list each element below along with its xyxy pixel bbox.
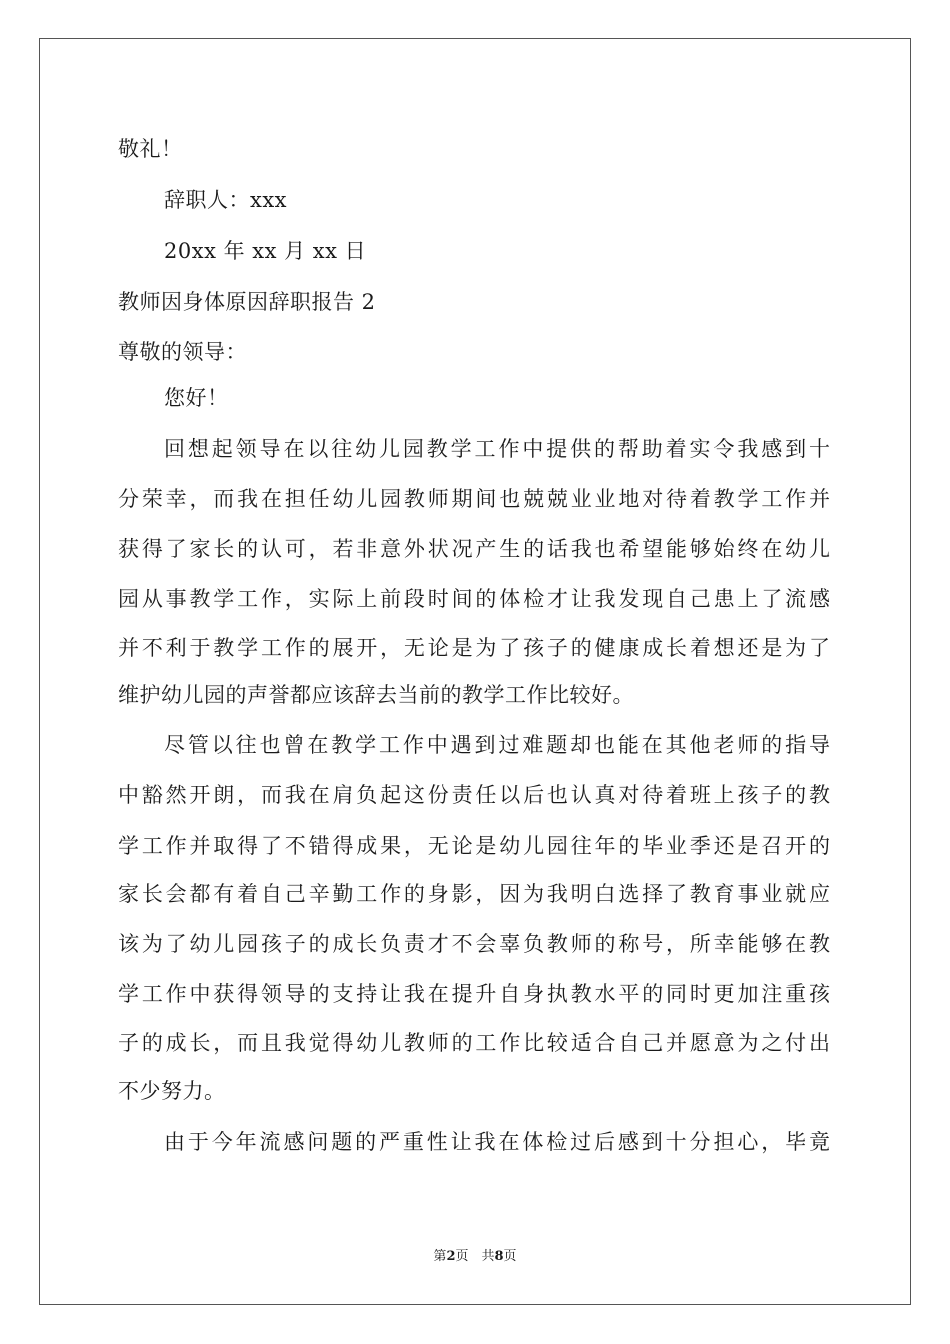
paragraph-line: 并不利于教学工作的展开，无论是为了孩子的健康成长着想还是为了 bbox=[118, 636, 830, 660]
paragraph-line: 回想起领导在以往幼儿园教学工作中提供的帮助着实令我感到十 bbox=[164, 437, 830, 461]
salutation: 尊敬的领导： bbox=[118, 340, 247, 364]
page-frame bbox=[39, 38, 911, 1305]
section-title: 教师因身体原因辞职报告 2 bbox=[118, 290, 376, 314]
paragraph-line: 该为了幼儿园孩子的成长负责才不会辜负教师的称号，所幸能够在教 bbox=[118, 932, 830, 956]
footer-mid: 页 共 bbox=[455, 1249, 495, 1264]
paragraph-line: 维护幼儿园的声誉都应该辞去当前的教学工作比较好。 bbox=[118, 683, 634, 707]
paragraph-line: 由于今年流感问题的严重性让我在体检过后感到十分担心，毕竟 bbox=[164, 1130, 830, 1154]
paragraph-line: 学工作中获得领导的支持让我在提升自身执教水平的同时更加注重孩 bbox=[118, 982, 830, 1006]
paragraph-line: 学工作并取得了不错得成果，无论是幼儿园往年的毕业季还是召开的 bbox=[118, 834, 830, 858]
paragraph-line: 不少努力。 bbox=[118, 1079, 226, 1103]
paragraph-line: 获得了家长的认可，若非意外状况产生的话我也希望能够始终在幼儿 bbox=[118, 537, 830, 561]
paragraph-line: 家长会都有着自己辛勤工作的身影，因为我明白选择了教育事业就应 bbox=[118, 882, 830, 906]
paragraph-line: 中豁然开朗，而我在肩负起这份责任以后也认真对待着班上孩子的教 bbox=[118, 783, 830, 807]
footer-total-pages: 8 bbox=[494, 1249, 504, 1264]
resigner-line: 辞职人：xxx bbox=[164, 188, 288, 212]
footer-prefix: 第 bbox=[433, 1249, 447, 1264]
footer-suffix: 页 bbox=[503, 1249, 517, 1264]
date-line: 20xx 年 xx 月 xx 日 bbox=[164, 239, 367, 263]
paragraph-line: 尽管以往也曾在教学工作中遇到过难题却也能在其他老师的指导 bbox=[164, 733, 830, 757]
paragraph-line: 子的成长，而且我觉得幼儿教师的工作比较适合自己并愿意为之付出 bbox=[118, 1031, 830, 1055]
page-footer bbox=[0, 1249, 950, 1265]
paragraph-line: 园从事教学工作，实际上前段时间的体检才让我发现自己患上了流感 bbox=[118, 587, 830, 611]
greeting: 您好！ bbox=[164, 386, 229, 410]
footer-page-number: 2 bbox=[446, 1249, 456, 1264]
paragraph-line: 分荣幸，而我在担任幼儿园教师期间也兢兢业业地对待着教学工作并 bbox=[118, 487, 830, 511]
closing-salutation: 敬礼！ bbox=[118, 137, 183, 161]
